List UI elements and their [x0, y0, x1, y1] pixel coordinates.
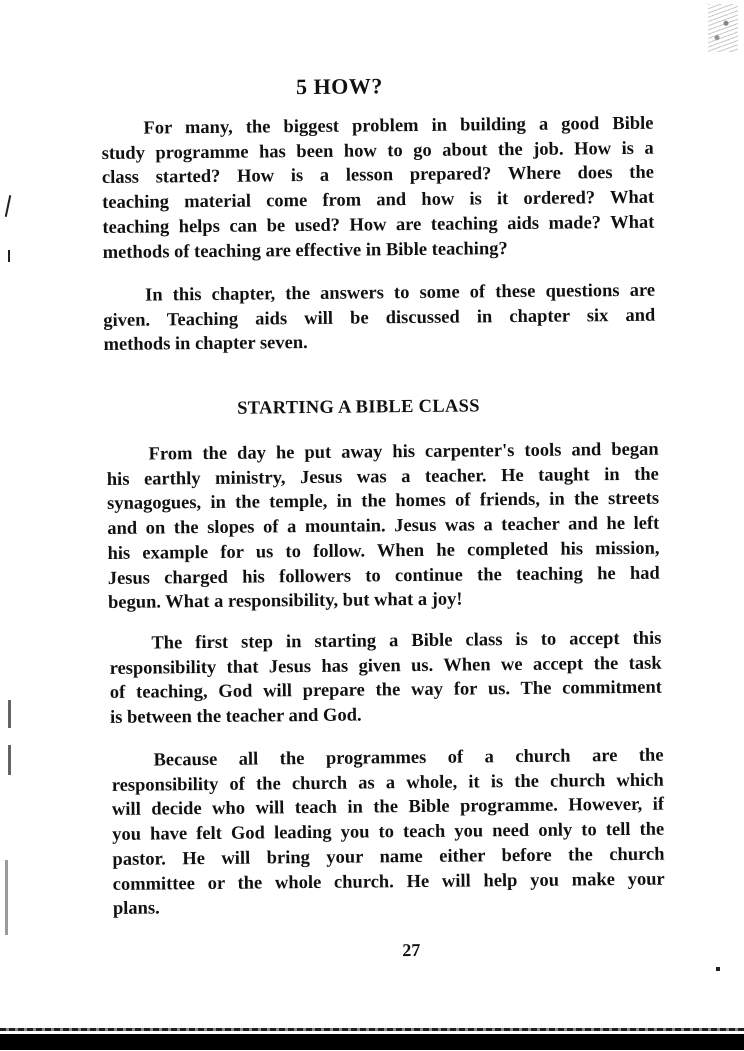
scan-artifact [5, 860, 8, 935]
text-line: given. Teaching aids will be discussed in chapter six and [103, 305, 656, 331]
text-line: For many, the biggest problem in building a good Bible [143, 113, 654, 139]
text-line: Because all the programmes of a church are the [153, 745, 664, 771]
text-line: will decide who will teach in the Bible programme. However, if [111, 795, 665, 821]
page-number: 27 [402, 939, 421, 961]
scan-border [0, 1034, 744, 1050]
section-heading: STARTING A BIBLE CLASS [237, 396, 480, 419]
paragraph [106, 438, 660, 616]
text-line: and on the slopes of a mountain. Jesus was a teacher and he left [107, 513, 660, 540]
text-line: responsibility of the church as a whole, it is the church which [111, 770, 664, 796]
scan-artifact [716, 967, 720, 971]
text-line: synagogues, in the temple, in the homes of friends, in the streets [106, 489, 660, 515]
text-line: methods in chapter seven. [103, 333, 308, 356]
scan-artifact [8, 250, 10, 262]
chapter-title: 5 HOW? [295, 73, 383, 100]
text-line: begun. What a responsibility, but what a joy! [107, 589, 463, 614]
text-line: you have felt God leading you to teach you need only to tell the [112, 819, 665, 846]
text-line: committee or the whole church. He will help you make your [112, 869, 665, 895]
text-line: responsibility that Jesus has given us. When we accept the task [109, 653, 662, 679]
text-line: In this chapter, the answers to some of these questions are [144, 280, 656, 306]
text-line: study programme has been how to go about the job. How is a [101, 138, 654, 164]
text-line: teaching material come from and how is it ordered? What [102, 187, 655, 214]
text-line: methods of teaching are effective in Bible teaching? [102, 238, 508, 263]
text-line: From the day he put away his carpenter's tools and began [148, 439, 659, 465]
paragraph [109, 627, 662, 731]
text-line: class started? How is a lesson prepared? Where does the [101, 163, 655, 189]
text-line: pastor. He will bring your name either before the church [112, 844, 665, 870]
text-line: his earthly ministry, Jesus was a teacher. He taught in the [106, 464, 659, 490]
text-line: is between the teacher and God. [110, 705, 362, 729]
text-line: of teaching, God will prepare the way for us. The commitment [109, 678, 662, 704]
text-line: The first step in starting a Bible class is to accept this [151, 628, 662, 654]
scan-artifact [708, 4, 738, 52]
paragraph [101, 112, 654, 266]
text-line: Jesus charged his followers to continue the teaching he had [107, 563, 660, 589]
paragraph [103, 279, 656, 358]
scan-artifact [8, 700, 11, 728]
text-line: his example for us to follow. When he completed his mission, [107, 538, 660, 564]
scan-artifact [8, 745, 11, 775]
paragraph [111, 744, 665, 922]
text-line: teaching helps can be used? How are teaching aids made? What [102, 212, 655, 238]
page-edge [0, 1028, 744, 1031]
text-line: plans. [112, 898, 160, 920]
